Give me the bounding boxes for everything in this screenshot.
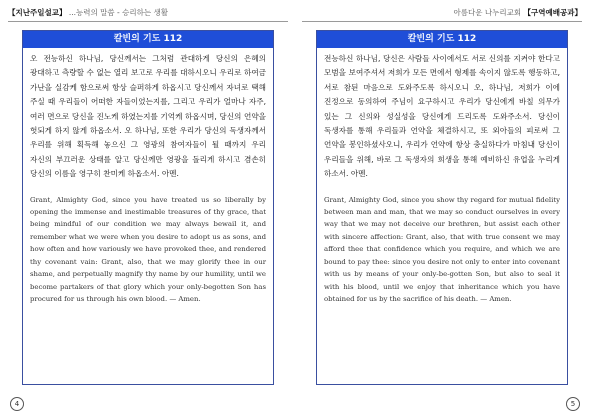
right-prayer-box (316, 30, 568, 385)
right-prayer-title: 칼빈의 기도 112 (317, 31, 567, 48)
right-header-tag: 【구역예배공과】 (523, 8, 582, 17)
left-header-tag: 【지난주일설교】 (8, 8, 67, 17)
right-header-rule (302, 21, 582, 22)
left-page (8, 0, 288, 417)
right-page-number: 5 (566, 397, 580, 411)
right-page (302, 0, 582, 417)
right-header (302, 6, 582, 20)
right-korean-text: 전능하신 하나님, 당신은 사람들 사이에서도 서로 신의를 지켜야 한다고 모범을 보여주셔서 저희가 모든 면에서 형제를 속이지 않도록 행동하고, 서로 참된 마음으로 도와주도록 하시오니 오, 하나님, 저희가 이에 진정으로 동의하여 주님이 요구하시고 우리가 당신에게 바칠 의무가 있는 그 신의와 성실성을 당신에게 드리도록 도와주소서. 당신이 독생자를 통해 우리들과 언약을 체결하시고, 또 외아들의 피로써 그 언약을 봉인하셨사오니, 우리가 언약에 항상 충실하다가 마침내 당신이 우리들을 위해, 바로 그 독생자의 희생을 통해 예비하신 유업을 누리게 하소서. 아멘. (324, 54, 560, 179)
left-korean-text: 오 전능하신 하나님, 당신께서는 그처럼 관대하게 당신의 은혜의 광대하고 측량할 수 없는 열리 보고로 우리를 대하시오니 우리로 하여금 가난을 실감케 함으로써 항상 슬퍼하게 하옵시고 당신께서 자녀로 택해 주실 때 우리들이 어떠한 자들이었는지를, 그리고 우리가 얼마나 자주, 여러 면으로 당신을 진노케 하였는지를 기억케 하옵시며, 당신의 언약을 헛되게 하지 않게 하옵소서. 오 하나님, 또한 우리가 당신의 독생자께서 우리를 위해 획득해 놓으신 그 영광의 참여자들이 될 때까지 우리 자신의 부끄러운 상태를 알고 당신께만 영광을 돌리게 하시고 겸손히 당신의 이름을 영구히 찬미케 하옵소서. 아멘. (30, 54, 266, 179)
left-prayer-box (22, 30, 274, 385)
left-header (8, 6, 288, 20)
left-prayer-title: 칼빈의 기도 112 (23, 31, 273, 48)
right-header-church: 아름다운 나누리교회 (453, 8, 522, 17)
left-header-subtitle: ...능력의 말씀 - 승리하는 생활 (68, 8, 168, 17)
left-header-rule (8, 21, 288, 22)
left-page-number: 4 (10, 397, 24, 411)
right-english-text: Grant, Almighty God, since you show thy regard for mutual fidelity between man and man, that we may so conduct ourselves in every way that we may not deceive our brethren, but assist each other with sincere affection: Grant, also, that with true consent we may afford thee that confidence which you require, and which we are bound to pay thee: since you desire not only to enter into covenant with us by means of your only-be-gotten Son, but also to seal it with his blood, until we enjoy that inheritance which you have obtained for us by the sacrifice of his death. — Amen. (324, 195, 560, 303)
left-english-text: Grant, Almighty God, since you have treated us so liberally by opening the immense and inestimable treasures of thy grace, that being mindful of our condition we may always bewail it, and remember what we were when you desire to adopt us as sons, and how often and how variously we have provoked thee, and rendered thy covenant vain: Grant, also, that we may glorify thee in our shame, and perpetually magnify thy name by our humility, until we become partakers of that glory which your only-begotten Son has procured for us through his own blood. — Amen. (30, 195, 266, 303)
